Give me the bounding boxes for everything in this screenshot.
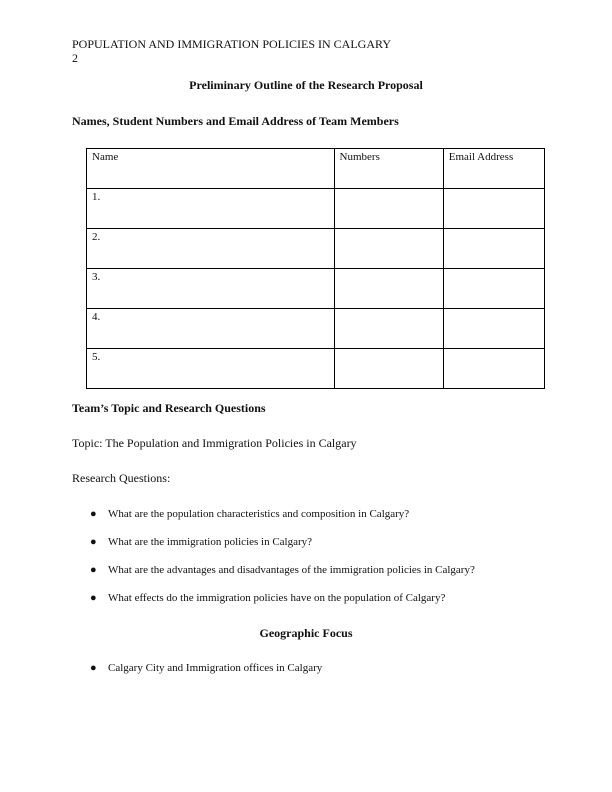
question-text: What are the population characteristics and composition in Calgary? <box>108 508 410 520</box>
table-row <box>87 229 545 269</box>
question-text: What effects do the immigration policies have on the population of Calgary? <box>108 592 446 604</box>
table-row <box>87 349 545 389</box>
table-row <box>87 189 545 229</box>
column-header-name: Name <box>87 149 335 189</box>
list-item <box>90 591 475 619</box>
name-cell: 3. <box>87 269 335 309</box>
table-row <box>87 309 545 349</box>
geographic-focus-list <box>90 661 322 689</box>
research-questions-list <box>90 507 475 619</box>
bullet-icon: ● <box>90 536 97 548</box>
bullet-icon: ● <box>90 592 97 604</box>
bullet-icon: ● <box>90 564 97 576</box>
name-cell: 2. <box>87 229 335 269</box>
list-item <box>90 563 475 591</box>
table-row <box>87 269 545 309</box>
topic-section-heading: Team’s Topic and Research Questions <box>72 401 266 415</box>
list-item <box>90 507 475 535</box>
team-members-table <box>86 148 545 389</box>
number-cell <box>334 349 443 389</box>
email-cell <box>443 189 544 229</box>
number-cell <box>334 189 443 229</box>
question-text: What are the immigration policies in Calgary? <box>108 536 313 548</box>
column-header-numbers: Numbers <box>334 149 443 189</box>
email-cell <box>443 309 544 349</box>
number-cell <box>334 229 443 269</box>
question-text: What are the advantages and disadvantages of the immigration policies in Calgary? <box>108 564 475 576</box>
team-section-heading: Names, Student Numbers and Email Address of Team Members <box>72 114 399 128</box>
geo-item-text: Calgary City and Immigration offices in Calgary <box>108 662 323 674</box>
number-cell <box>334 269 443 309</box>
number-cell <box>334 309 443 349</box>
topic-line: Topic: The Population and Immigration Policies in Calgary <box>72 436 357 450</box>
geo-section-heading: Geographic Focus <box>259 626 353 640</box>
research-questions-label: Research Questions: <box>72 471 171 485</box>
bullet-icon: ● <box>90 508 97 520</box>
name-cell: 5. <box>87 349 335 389</box>
document-title: Preliminary Outline of the Research Proposal <box>189 78 423 92</box>
running-head: POPULATION AND IMMIGRATION POLICIES IN CALGARY <box>72 37 392 51</box>
page-number: 2 <box>72 51 78 65</box>
bullet-icon: ● <box>90 662 97 674</box>
list-item <box>90 535 475 563</box>
email-cell <box>443 269 544 309</box>
name-cell: 4. <box>87 309 335 349</box>
email-cell <box>443 349 544 389</box>
list-item <box>90 661 322 689</box>
column-header-email: Email Address <box>443 149 544 189</box>
table-header-row <box>87 149 545 189</box>
name-cell: 1. <box>87 189 335 229</box>
email-cell <box>443 229 544 269</box>
